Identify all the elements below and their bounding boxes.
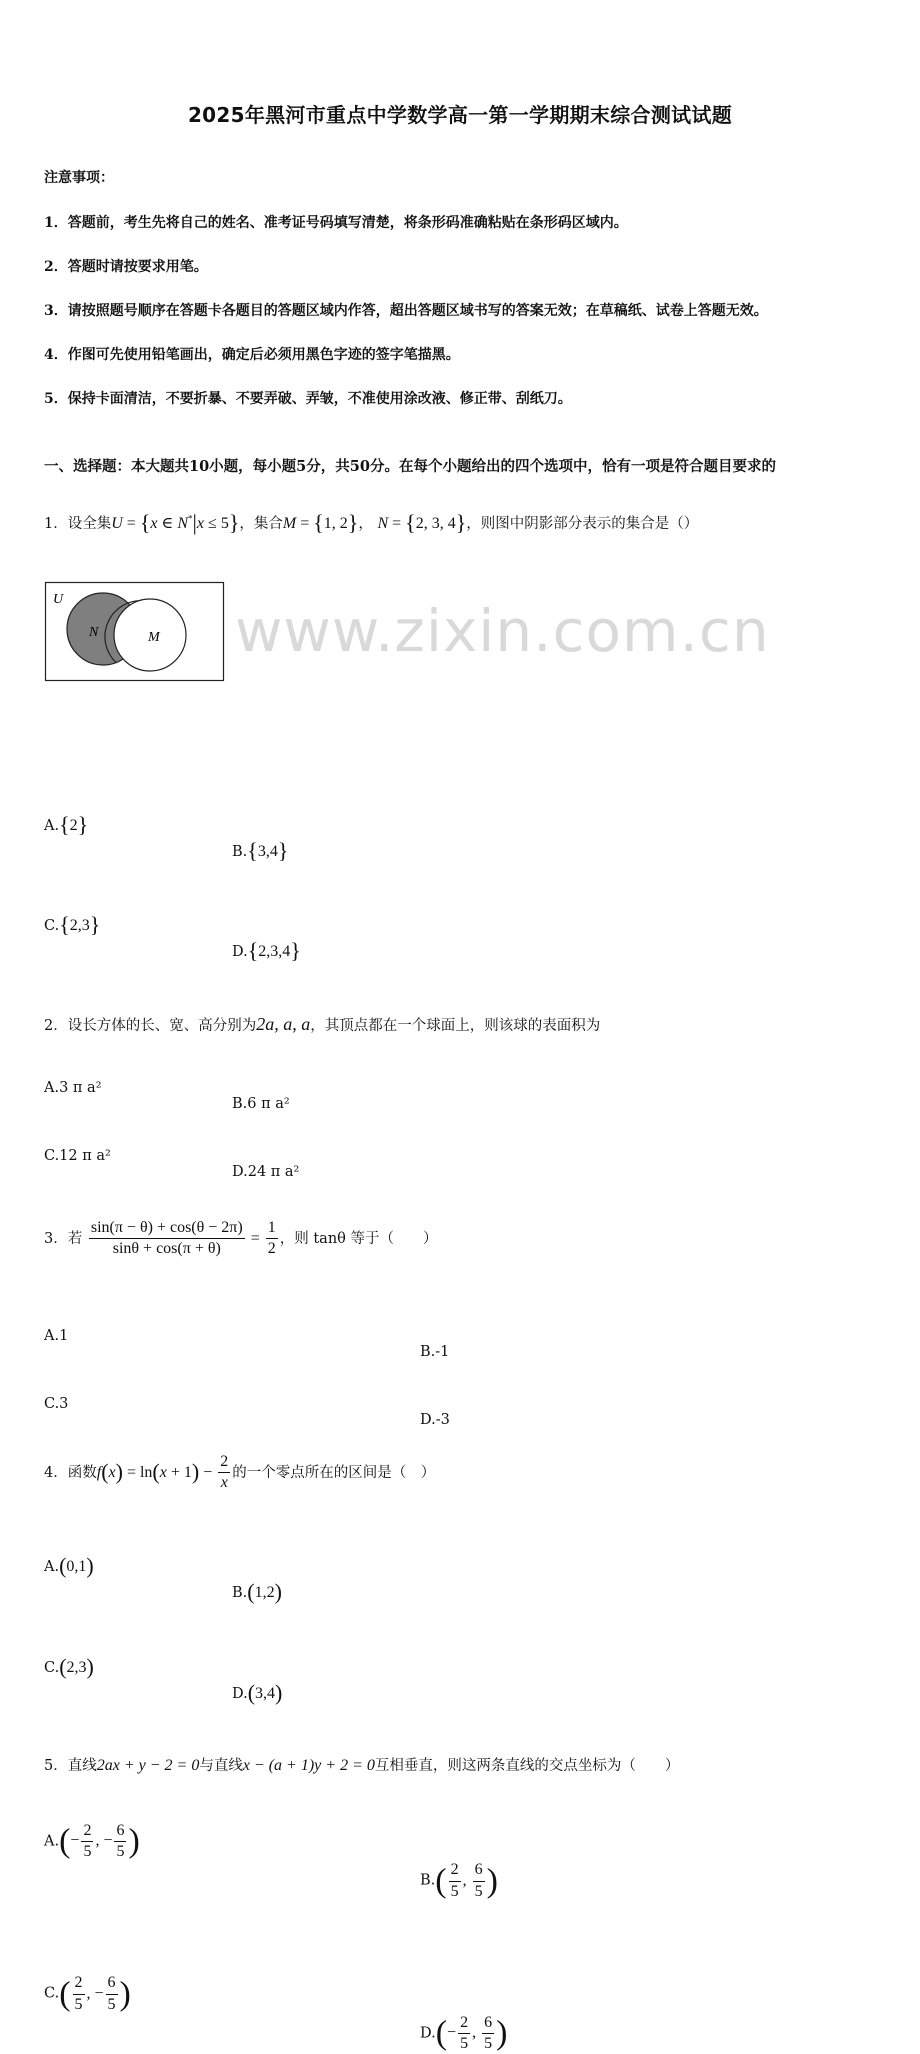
label-n: N — [89, 625, 99, 640]
label-u: U — [53, 592, 64, 607]
q5-option-b[interactable]: B.( $\frac{2}{5}$ , $\frac{6}{5}$ ) — [420, 1861, 498, 1900]
notice-item: 3．请按照题号顺序在答题卡各题目的答题区域内作答，超出答题区域书写的答案无效；在草稿纸、试卷上答题无效。 — [44, 303, 768, 319]
q2-option-a[interactable]: A.3 π a² — [44, 1080, 102, 1096]
q3-option-b[interactable]: B.-1 — [420, 1343, 450, 1360]
label-m: M — [148, 630, 160, 645]
page-title: 2025年黑河市重点中学数学高一第一学期期末综合测试试题 — [187, 103, 733, 127]
q5-option-d[interactable]: D.(− $\frac{2}{5}$ , $\frac{6}{5}$ ) — [420, 2013, 508, 2053]
notice-item: 1．答题前，考生先将自己的姓名、准考证号码填写清楚，将条形码准确粘贴在条形码区域内。 — [44, 215, 628, 231]
notice-item: 5．保持卡面清洁，不要折暴、不要弄破、弄皱，不准使用涂改液、修正带、刮纸刀。 — [44, 391, 572, 407]
question-2: 2．设长方体的长、宽、高分别为2a, a, a，其顶点都在一个球面上，则该球的表面积为 — [44, 1014, 601, 1034]
q1-option-c[interactable]: C.{2,3} — [44, 912, 101, 937]
notice-heading: 注意事项： — [44, 170, 114, 186]
q5-option-c[interactable]: C.( $\frac{2}{5}$ , − $\frac{6}{5}$ ) — [44, 1974, 131, 2013]
section-heading: 一、选择题：本大题共10小题，每小题5分，共50分。在每个小题给出的四个选项中，恰有一项是符合题目要求的 — [44, 458, 776, 475]
q1-option-a[interactable]: A.{2} — [44, 812, 89, 837]
q1-option-b[interactable]: B.{3,4} — [232, 838, 289, 863]
q2-option-b[interactable]: B.6 π a² — [232, 1096, 290, 1112]
q4-option-c[interactable]: C.(2,3) — [44, 1653, 94, 1679]
q4-option-a[interactable]: A.(0,1) — [44, 1552, 94, 1578]
q5-option-a[interactable]: A.(− $\frac{2}{5}$ , − $\frac{6}{5}$ ) — [44, 1821, 140, 1860]
question-1: 1．设全集U = {x ∈ N*|x ≤ 5}，集合M = {1, 2}， N = {2, 3, 4}，则图中阴影部分表示的集合是（） — [44, 510, 699, 535]
q2-option-d[interactable]: D.24 π a² — [232, 1164, 300, 1180]
q3-option-d[interactable]: D.-3 — [420, 1411, 450, 1428]
question-5: 5．直线2ax + y − 2 = 0与直线x − (a + 1)y + 2 = 0互相垂直，则这两条直线的交点坐标为（ ） — [44, 1756, 680, 1774]
question-3: 3．若 $\frac{\sin(\pi - \theta) + \cos(\theta - 2\pi)}{\sin\theta + \cos(\pi + \theta)}$ = $\frac{1}{2}$ ，则 tanθ 等于（ ） — [44, 1219, 438, 1258]
notice-item: 2．答题时请按要求用笔。 — [44, 259, 208, 275]
q3-option-a[interactable]: A.1 — [44, 1327, 69, 1344]
venn-diagram — [44, 581, 226, 683]
question-4: 4．函数f(x) = ln(x + 1) − $\frac{2}{x}$ 的一个零点所在的区间是（ ） — [44, 1452, 436, 1492]
q4-option-d[interactable]: D.(3,4) — [232, 1679, 283, 1705]
notice-item: 4．作图可先使用铅笔画出，确定后必须用黑色字迹的签字笔描黑。 — [44, 347, 460, 363]
q2-option-c[interactable]: C.12 π a² — [44, 1148, 111, 1164]
q1-option-d[interactable]: D.{2,3,4} — [232, 938, 301, 963]
watermark: www.zixin.com.cn — [235, 597, 770, 665]
q4-option-b[interactable]: B.(1,2) — [232, 1578, 282, 1604]
q3-option-c[interactable]: C.3 — [44, 1395, 69, 1412]
